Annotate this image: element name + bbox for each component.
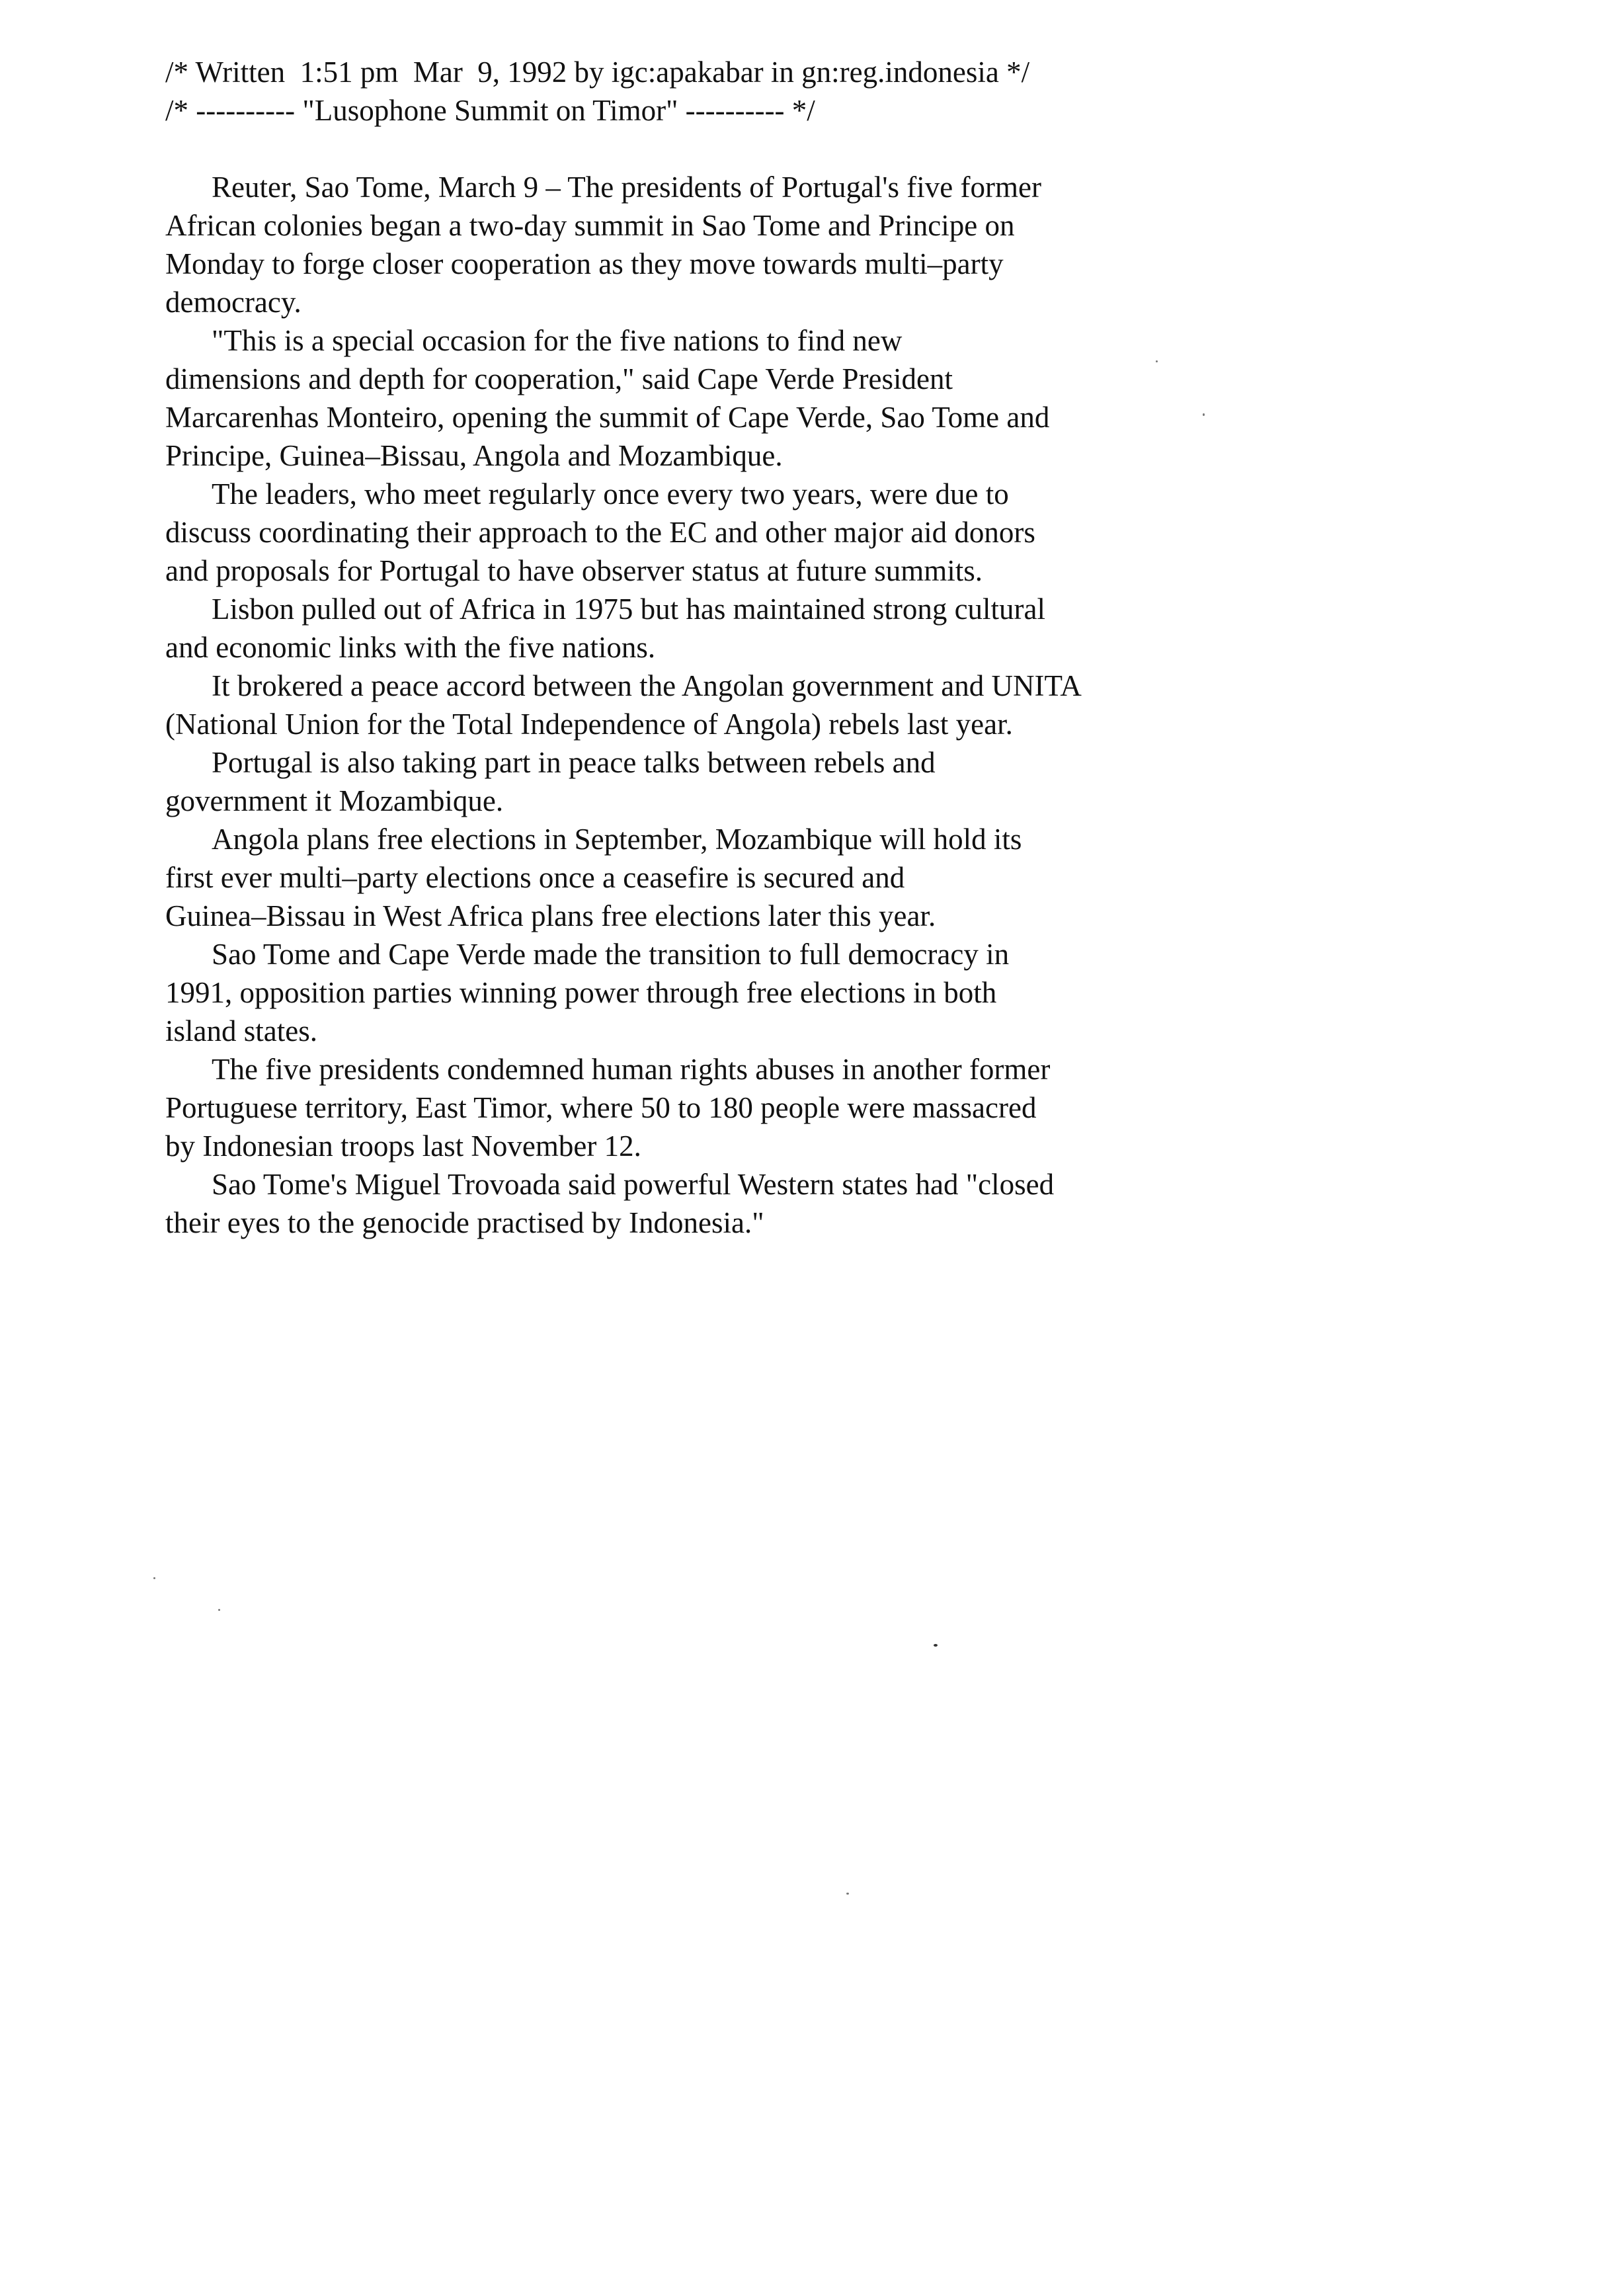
paragraph [165,667,1369,743]
paragraph-line: democracy. [165,286,302,319]
paragraph [165,743,1369,820]
paragraph-line: first ever multi–party elections once a ceasefire is secured and [165,861,905,894]
paragraph-line: Reuter, Sao Tome, March 9 – The presidents of Portugal's five former [212,171,1041,204]
paragraph [165,475,1369,590]
paragraph [165,1165,1369,1242]
paragraph [165,935,1369,1050]
paragraph-line: island states. [165,1014,317,1047]
paragraph-line: Portugal is also taking part in peace talks between rebels and [212,746,936,779]
paragraph-line: Angola plans free elections in September, Mozambique will hold its [212,823,1022,856]
message-header [165,53,1369,130]
article-text [165,168,1369,1242]
paragraph [165,168,1369,321]
paragraph-line: African colonies began a two-day summit in Sao Tome and Principe on [165,209,1015,242]
paragraph-line: Principe, Guinea–Bissau, Angola and Mozambique. [165,439,783,472]
paragraph [165,590,1369,667]
paragraph-line: Portuguese territory, East Timor, where 50 to 180 people were massacred [165,1091,1037,1124]
paragraph-line: their eyes to the genocide practised by Indonesia." [165,1206,764,1239]
paragraph-line: (National Union for the Total Independence of Angola) rebels last year. [165,708,1013,741]
paragraph [165,820,1369,935]
header-line-2: /* ---------- "Lusophone Summit on Timor" ---------- */ [165,94,815,127]
scan-speck [1156,360,1158,362]
paragraph-line: by Indonesian troops last November 12. [165,1129,641,1163]
scan-speck [218,1609,220,1611]
document-body [165,53,1369,1242]
scan-speck [1203,413,1205,416]
paragraph-line: Marcarenhas Monteiro, opening the summit of Cape Verde, Sao Tome and [165,401,1050,434]
scan-speck [153,1577,155,1579]
paragraph-line: Monday to forge closer cooperation as they move towards multi–party [165,247,1004,280]
paragraph-line: and proposals for Portugal to have observer status at future summits. [165,554,983,587]
paragraph-line: "This is a special occasion for the five nations to find new [212,324,903,357]
paragraph-line: The five presidents condemned human rights abuses in another former [212,1053,1051,1086]
paragraph-line: 1991, opposition parties winning power through free elections in both [165,976,997,1009]
paragraph-line: dimensions and depth for cooperation," said Cape Verde President [165,362,953,395]
paragraph-line: Sao Tome's Miguel Trovoada said powerful Western states had "closed [212,1168,1055,1201]
paragraph [165,1050,1369,1165]
paragraph-line: Guinea–Bissau in West Africa plans free elections later this year. [165,899,936,932]
paragraph-line: The leaders, who meet regularly once every two years, were due to [212,477,1009,511]
scan-speck [934,1644,938,1647]
paragraph-line: and economic links with the five nations. [165,631,656,664]
paragraph-line: Lisbon pulled out of Africa in 1975 but has maintained strong cultural [212,593,1046,626]
scan-speck [846,1893,849,1895]
paragraph-line: It brokered a peace accord between the Angolan government and UNITA [212,669,1082,702]
paragraph-line: discuss coordinating their approach to the EC and other major aid donors [165,516,1035,549]
paragraph-line: Sao Tome and Cape Verde made the transition to full democracy in [212,938,1010,971]
header-line-1: /* Written 1:51 pm Mar 9, 1992 by igc:apakabar in gn:reg.indonesia */ [165,56,1030,89]
paragraph [165,321,1369,475]
paragraph-line: government it Mozambique. [165,784,504,817]
